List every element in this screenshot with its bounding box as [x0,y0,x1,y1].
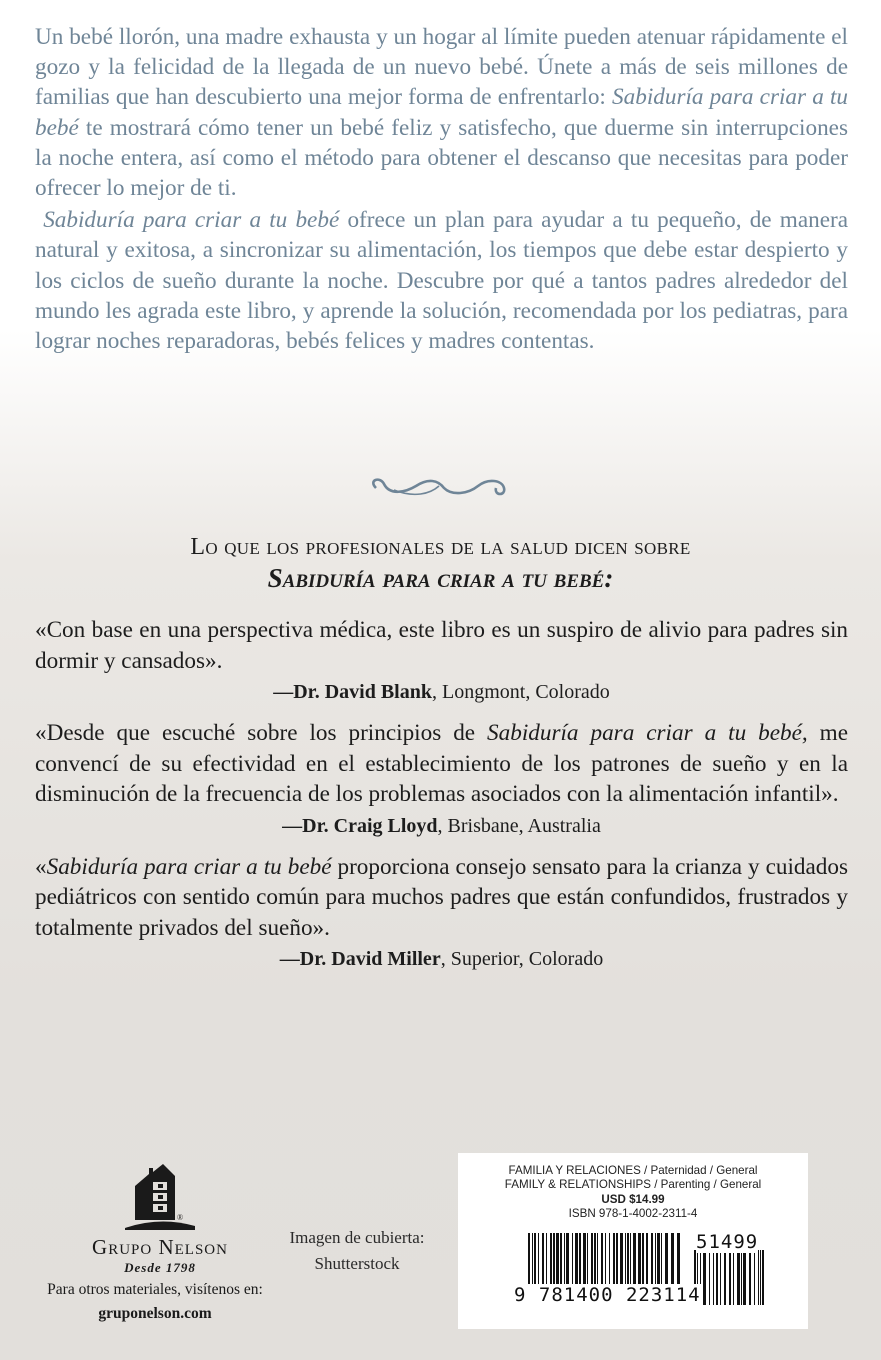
isbn-barcode-box [458,1153,808,1329]
quote-text: «Desde que escuché sobre los principios de [35,720,488,746]
addon-bar [758,1250,759,1305]
addon-bar [762,1250,764,1305]
blurb-text: ofrece un plan para ayudar a tu pequeño, de manera natural y exitosa, a sincronizar su alimentación, los tiempos que debe estar despierto y los ciclos de sueño durante la noche. Descubre por qué a tantos padres alrededor del mundo les agrada este libro, y aprende la solución, recomendada por los pediatras, para lograr noches reparadoras, bebés felices y madres contentas. [35,207,849,355]
author-name: —Dr. David Blank [273,681,432,703]
ean-digits: 9 781400 223114 [514,1284,701,1306]
quote-text: proporciona consejo sensato para la crianza y cuidados pediátricos con sentido común para muchos padres que están confundidos, frustrados y totalmente privados del sueño». [35,853,848,941]
addon-bar [709,1250,710,1305]
author-name: —Dr. David Miller [279,948,441,970]
addon-bar [743,1250,746,1305]
addon-bar [713,1250,714,1305]
addon-bar [754,1250,755,1305]
publisher-name: Grupo Nelson [92,1235,228,1259]
publisher-url[interactable]: gruponelson.com [98,1305,212,1322]
category-english: FAMILY & RELATIONSHIPS / Parenting / General [504,1178,762,1192]
publisher-since: Desde 1798 [124,1260,196,1275]
quote-text: « [35,853,47,880]
registered-mark: ® [177,1213,184,1222]
credit-source: Shutterstock [314,1254,400,1273]
house-logo-icon [115,1160,205,1230]
ornament-icon [364,474,514,500]
addon-bar [724,1250,726,1305]
quote [35,852,848,944]
book-title: Sabiduría para criar a tu bebé [35,84,848,141]
attribution [35,678,848,706]
addon-bar [729,1250,731,1305]
heading-line-2: Sabiduría para criar a tu bebé: [267,563,614,593]
endorsements-heading [0,532,881,594]
addon-bar [733,1250,734,1305]
endorsement [35,852,848,974]
endorsement [35,615,848,706]
endorsement [35,718,848,840]
book-title: Sabiduría para criar a tu bebé [43,207,340,234]
publisher-logo [60,1160,260,1276]
blurb-paragraph-2 [35,205,848,356]
addon-bar [741,1250,742,1305]
blurb [35,22,848,356]
addon-bar [716,1250,718,1305]
category-spanish: FAMILIA Y RELACIONES / Paternidad / General [508,1164,758,1177]
blurb-text: Un bebé llorón, una madre exhausta y un hogar al límite pueden atenuar rápidamente el gozo y la felicidad de la llegada de un nuevo bebé. Únete a más de seis millones de familias que han descubierto una mejor forma de enfrentarlo: [35,24,848,111]
attribution [35,812,848,840]
addon-bar [749,1250,751,1305]
author-name: —Dr. Craig Lloyd [282,814,438,837]
quote-text: «Con base en una perspectiva médica, este libro es un suspiro de alivio para padres sin dormir y cansados». [35,617,848,674]
quote [35,615,848,676]
blurb-paragraph-1 [35,22,848,203]
blurb-text: te mostrará cómo tener un bebé feliz y satisfecho, que duerme sin interrupciones la noche entera, así como el método para obtener el descanso que necesitas para poder ofrecer lo mejor de ti. [35,114,848,202]
addon-bar [737,1250,740,1305]
book-title: Sabiduría para criar a tu bebé, [487,720,808,746]
quote [35,718,848,810]
author-place: , Superior, Colorado [440,948,604,970]
publisher-visit [20,1278,290,1326]
author-place: , Brisbane, Australia [437,814,601,837]
cover-credit [272,1225,442,1277]
quote-text: me convencí de su efectividad en el establecimiento de los patrones de sueño y en la disminución de la frecuencia de los problemas asociados con la alimentación infantil». [35,720,848,807]
book-title: Sabiduría para criar a tu bebé [46,853,332,880]
addon-bar [760,1250,761,1305]
addon-bar [703,1250,706,1305]
addon-bar [720,1250,721,1305]
visit-label: Para otros materiales, visítenos en: [47,1281,263,1298]
credit-label: Imagen de cubierta: [289,1228,425,1247]
attribution [35,945,848,973]
author-place: , Longmont, Colorado [431,681,610,703]
price: USD $14.99 [601,1192,665,1206]
endorsements [35,615,848,985]
addon-digits: 51499 [696,1231,759,1253]
heading-line-1: Lo que los profesionales de la salud dicen sobre [190,534,691,560]
isbn: ISBN 978-1-4002-2311-4 [568,1206,698,1220]
